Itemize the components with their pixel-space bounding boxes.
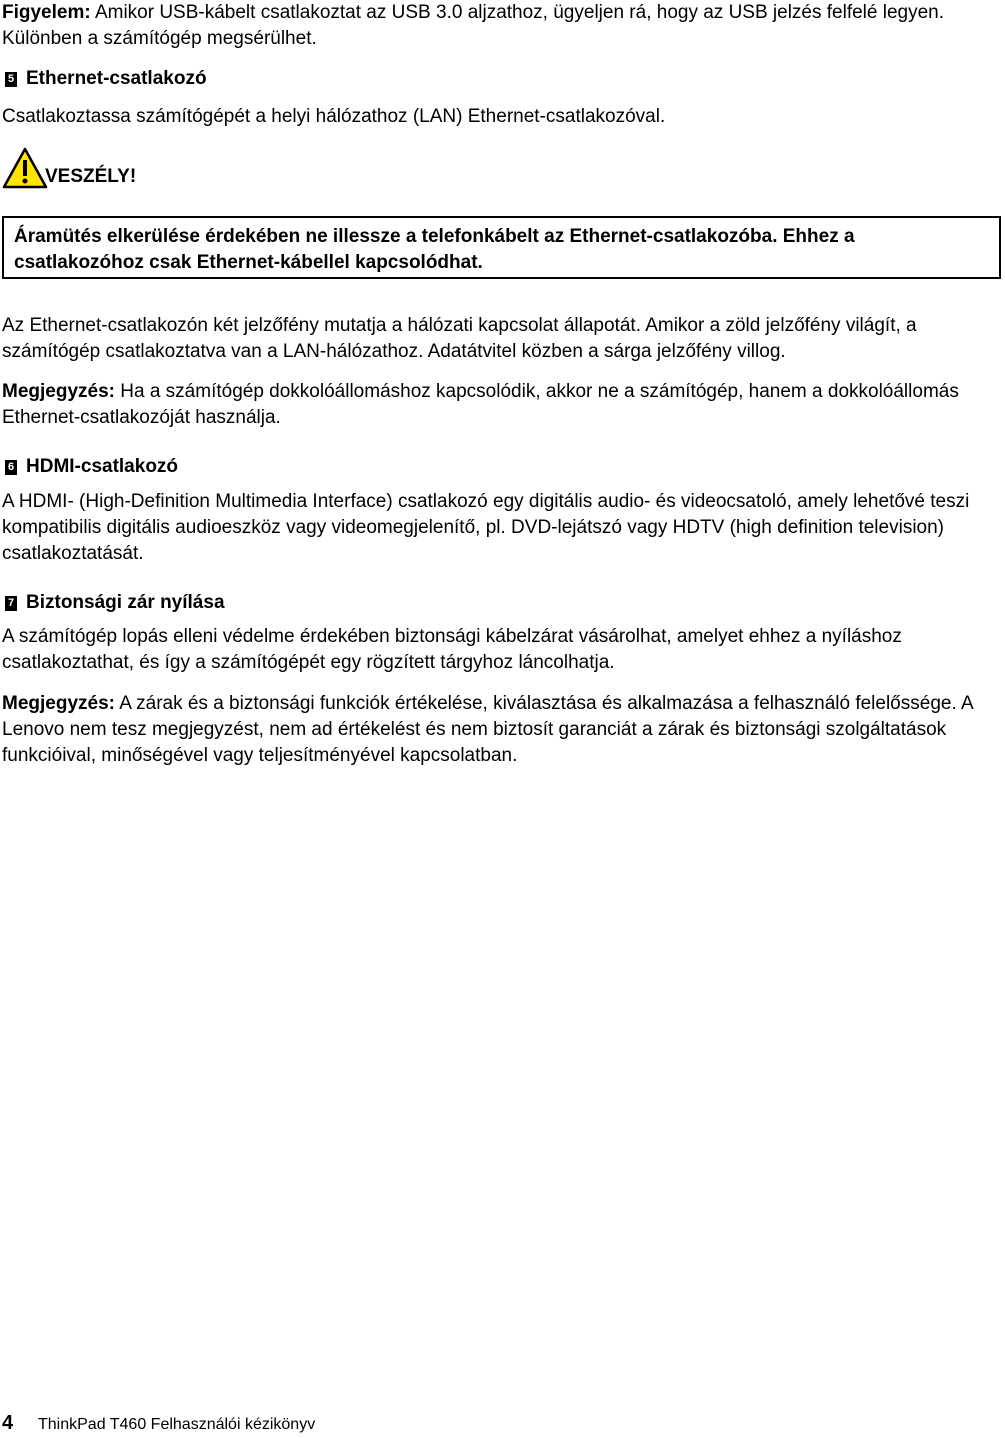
- callout-number-badge: 6: [5, 460, 17, 475]
- ethernet-body: Az Ethernet-csatlakozón két jelzőfény mutatja a hálózati kapcsolat állapotát. Amikor a zöld jelzőfény világít, a számítógép csatlakoztatva van a LAN-hálózathoz. Adatátvitel közben a sárga jelzőfény villog.: [2, 315, 917, 362]
- page-footer: [0, 1410, 315, 1438]
- document-title: ThinkPad T460 Felhasználói kézikönyv: [38, 1416, 316, 1433]
- section-title: HDMI-csatlakozó: [26, 456, 179, 477]
- hdmi-body: A HDMI- (High-Definition Multimedia Interface) csatlakozó egy digitális audio- és videocsatoló, amely lehetővé teszi kompatibilis digitális audioeszköz vagy videomegjelenítő, pl. DVD-lejátszó vagy HDTV (high definition television) csatlakoztatását.: [2, 491, 970, 564]
- attention-label: Figyelem:: [2, 2, 91, 23]
- attention-text: Amikor USB-kábelt csatlakoztat az USB 3.0 aljzathoz, ügyeljen rá, hogy az USB jelzés felfelé legyen. Különben a számítógép megsérülhet.: [2, 2, 945, 49]
- note-text: Ha a számítógép dokkolóállomáshoz kapcsolódik, akkor ne a számítógép, hanem a dokkolóállomás Ethernet-csatlakozóját használja.: [2, 381, 959, 428]
- section-title: Ethernet-csatlakozó: [26, 68, 207, 89]
- note-text: A zárak és a biztonsági funkciók értékelése, kiválasztása és alkalmazása a felhasználó felelőssége. A Lenovo nem tesz megjegyzést, nem ad értékelést és nem biztosít garanciát a zárak és biztonsági szolgáltatások funkcióival, minőségével vagy teljesítményével kapcsolatban.: [2, 693, 973, 766]
- note-label: Megjegyzés:: [2, 693, 115, 714]
- callout-number-badge: 7: [5, 596, 17, 611]
- section-title: Biztonsági zár nyílása: [26, 592, 225, 613]
- attention-paragraph: [2, 0, 1000, 52]
- note-label: Megjegyzés:: [2, 381, 115, 402]
- section-heading-ethernet: [5, 67, 207, 91]
- danger-label: VESZÉLY!: [45, 166, 137, 187]
- danger-heading: [2, 146, 136, 190]
- callout-number-badge: 5: [5, 72, 17, 87]
- ethernet-note: [2, 379, 1000, 431]
- warning-triangle-icon: [2, 146, 48, 190]
- security-body: A számítógép lopás elleni védelme érdekében biztonsági kábelzárat vásárolhat, amelyet ehhez a nyíláshoz csatlakoztathat, és így a számítógépét egy rögzített tárgyhoz láncolhatja.: [2, 626, 902, 673]
- danger-box: Áramütés elkerülése érdekében ne illessze a telefonkábelt az Ethernet-csatlakozóba. Ehhez a csatlakozóhoz csak Ethernet-kábellel kapcsolódhat.: [2, 216, 1001, 279]
- section-heading-security: [5, 591, 225, 615]
- security-note: [2, 691, 1000, 769]
- ethernet-intro: Csatlakoztassa számítógépét a helyi hálózathoz (LAN) Ethernet-csatlakozóval.: [2, 106, 666, 127]
- section-heading-hdmi: [5, 455, 178, 479]
- page-number: 4: [2, 1412, 14, 1434]
